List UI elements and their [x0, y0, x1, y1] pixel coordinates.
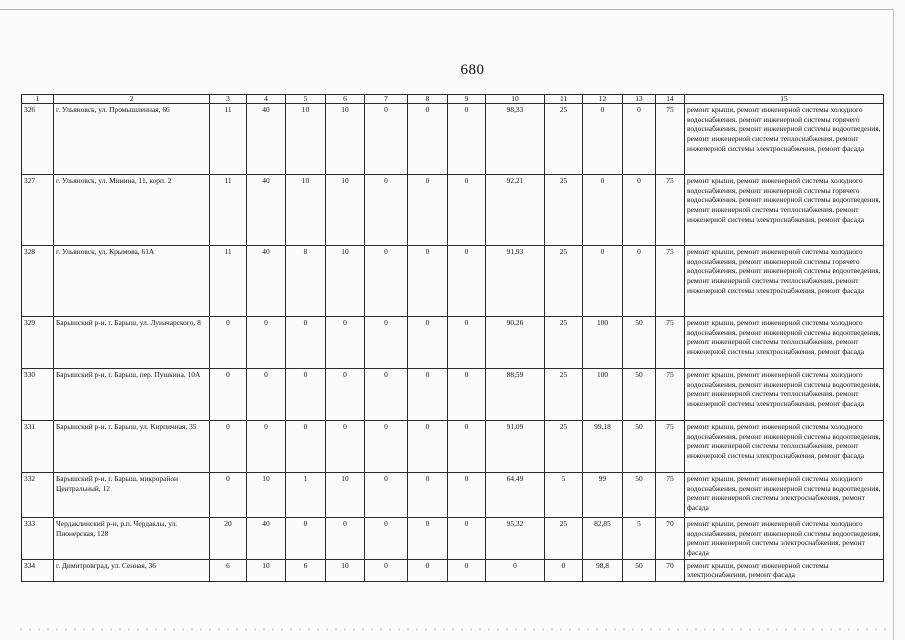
value-cell-col-9: 0	[448, 317, 486, 369]
value-cell-col-6: 10	[326, 559, 365, 581]
value-cell-col-11: 25	[545, 421, 583, 473]
value-cell-col-13: 0	[623, 246, 656, 317]
value-cell-col-3: 11	[210, 175, 247, 246]
column-header-5: 5	[286, 95, 326, 104]
value-cell-col-7: 0	[365, 421, 408, 473]
column-header-11: 11	[545, 95, 583, 104]
value-cell-col-3: 6	[210, 559, 247, 581]
address-cell: г. Ульяновск, ул. Крымова, 61А	[54, 246, 210, 317]
value-cell-col-5: 0	[286, 421, 326, 473]
work-types-cell: ремонт крыши, ремонт инженерной системы холодного водоснабжения, ремонт инженерной системы водоотведения, ремонт инженерной системы электроснабжения, ремонт фасада	[685, 518, 884, 560]
value-cell-col-6: 0	[326, 518, 365, 560]
address-cell: Чердаклинский р-н, р.п. Чердаклы, ул. Пионерская, 128	[54, 518, 210, 560]
value-cell-col-9: 0	[448, 369, 486, 421]
repair-schedule-table	[21, 94, 884, 582]
value-cell-col-12: 100	[583, 369, 623, 421]
value-cell-col-12: 82,85	[583, 518, 623, 560]
value-cell-col-4: 0	[247, 317, 286, 369]
value-cell-col-9: 0	[448, 175, 486, 246]
address-cell: г. Димитровград, ул. Сенная, 36	[54, 559, 210, 581]
address-cell: Барышский р-н, г. Барыш, микрорайон Центральный, 12	[54, 473, 210, 518]
value-cell-col-8: 0	[408, 317, 448, 369]
column-header-7: 7	[365, 95, 408, 104]
row-number-cell: 332	[22, 473, 54, 518]
value-cell-col-4: 40	[247, 246, 286, 317]
value-cell-col-14: 75	[656, 246, 685, 317]
address-cell: г. Ульяновск, ул. Промышленная, 66	[54, 104, 210, 175]
row-number-cell: 329	[22, 317, 54, 369]
scan-edge-right	[893, 9, 894, 640]
value-cell-col-5: 10	[286, 175, 326, 246]
column-header-1: 1	[22, 95, 54, 104]
value-cell-col-3: 0	[210, 421, 247, 473]
value-cell-col-13: 50	[623, 559, 656, 581]
value-cell-col-11: 25	[545, 104, 583, 175]
column-header-9: 9	[448, 95, 486, 104]
value-cell-col-5: 0	[286, 317, 326, 369]
value-cell-col-5: 0	[286, 518, 326, 560]
value-cell-col-7: 0	[365, 473, 408, 518]
value-cell-col-14: 75	[656, 421, 685, 473]
value-cell-col-8: 0	[408, 246, 448, 317]
value-cell-col-13: 50	[623, 473, 656, 518]
row-number-cell: 334	[22, 559, 54, 581]
value-cell-col-10: 90,26	[486, 317, 545, 369]
value-cell-col-3: 11	[210, 104, 247, 175]
address-cell: Барышский р-н, г. Барыш, ул. Луначарского, 8	[54, 317, 210, 369]
value-cell-col-10: 95,32	[486, 518, 545, 560]
value-cell-col-4: 10	[247, 559, 286, 581]
value-cell-col-8: 0	[408, 104, 448, 175]
value-cell-col-12: 0	[583, 246, 623, 317]
value-cell-col-6: 0	[326, 369, 365, 421]
column-header-15: 15	[685, 95, 884, 104]
scan-edge-top	[0, 9, 893, 10]
value-cell-col-5: 8	[286, 246, 326, 317]
value-cell-col-4: 40	[247, 104, 286, 175]
value-cell-col-4: 40	[247, 175, 286, 246]
work-types-cell: ремонт крыши, ремонт инженерной системы электроснабжения, ремонт фасада	[685, 559, 884, 581]
table-row	[22, 518, 884, 560]
value-cell-col-3: 0	[210, 369, 247, 421]
value-cell-col-14: 70	[656, 559, 685, 581]
value-cell-col-7: 0	[365, 369, 408, 421]
value-cell-col-8: 0	[408, 175, 448, 246]
row-number-cell: 331	[22, 421, 54, 473]
value-cell-col-14: 70	[656, 518, 685, 560]
value-cell-col-14: 75	[656, 175, 685, 246]
value-cell-col-4: 10	[247, 473, 286, 518]
value-cell-col-9: 0	[448, 421, 486, 473]
value-cell-col-9: 0	[448, 559, 486, 581]
column-header-12: 12	[583, 95, 623, 104]
value-cell-col-5: 10	[286, 104, 326, 175]
value-cell-col-13: 5	[623, 518, 656, 560]
value-cell-col-10: 64,49	[486, 473, 545, 518]
page-number: 680	[460, 62, 485, 78]
value-cell-col-11: 5	[545, 473, 583, 518]
table-row	[22, 317, 884, 369]
value-cell-col-11: 25	[545, 175, 583, 246]
value-cell-col-6: 10	[326, 246, 365, 317]
value-cell-col-6: 0	[326, 421, 365, 473]
value-cell-col-11: 25	[545, 317, 583, 369]
value-cell-col-9: 0	[448, 246, 486, 317]
column-header-14: 14	[656, 95, 685, 104]
value-cell-col-12: 100	[583, 317, 623, 369]
table-row	[22, 473, 884, 518]
table-row	[22, 246, 884, 317]
value-cell-col-5: 0	[286, 369, 326, 421]
column-header-10: 10	[486, 95, 545, 104]
value-cell-col-4: 0	[247, 369, 286, 421]
work-types-cell: ремонт крыши, ремонт инженерной системы холодного водоснабжения, ремонт инженерной системы водоотведения, ремонт инженерной системы электроснабжения, ремонт фасада	[685, 473, 884, 518]
value-cell-col-12: 0	[583, 175, 623, 246]
work-types-cell: ремонт крыши, ремонт инженерной системы холодного водоснабжения, ремонт инженерной системы водоотведения, ремонт инженерной системы теплоснабжения, ремонт инженерной системы электроснабжения, ремонт фасада	[685, 369, 884, 421]
value-cell-col-6: 10	[326, 104, 365, 175]
value-cell-col-10: 98,33	[486, 104, 545, 175]
column-header-13: 13	[623, 95, 656, 104]
value-cell-col-11: 25	[545, 369, 583, 421]
table-row	[22, 104, 884, 175]
value-cell-col-8: 0	[408, 518, 448, 560]
value-cell-col-13: 0	[623, 175, 656, 246]
column-header-3: 3	[210, 95, 247, 104]
table-row	[22, 421, 884, 473]
row-number-cell: 330	[22, 369, 54, 421]
table-row	[22, 369, 884, 421]
column-header-4: 4	[247, 95, 286, 104]
table-row	[22, 175, 884, 246]
value-cell-col-13: 50	[623, 317, 656, 369]
value-cell-col-7: 0	[365, 246, 408, 317]
row-number-cell: 327	[22, 175, 54, 246]
value-cell-col-3: 0	[210, 317, 247, 369]
value-cell-col-13: 50	[623, 369, 656, 421]
value-cell-col-10: 92,21	[486, 175, 545, 246]
value-cell-col-3: 20	[210, 518, 247, 560]
value-cell-col-7: 0	[365, 104, 408, 175]
work-types-cell: ремонт крыши, ремонт инженерной системы холодного водоснабжения, ремонт инженерной системы горячего водоснабжения, ремонт инженерной системы водоотведения, ремонт инженерной системы теплоснабжения, ремонт инженерной системы электроснабжения, ремонт фасада	[685, 104, 884, 175]
value-cell-col-11: 25	[545, 246, 583, 317]
value-cell-col-11: 25	[545, 518, 583, 560]
scan-noise-bottom	[20, 628, 890, 631]
value-cell-col-9: 0	[448, 104, 486, 175]
value-cell-col-8: 0	[408, 369, 448, 421]
value-cell-col-14: 75	[656, 473, 685, 518]
value-cell-col-11: 0	[545, 559, 583, 581]
value-cell-col-8: 0	[408, 559, 448, 581]
work-types-cell: ремонт крыши, ремонт инженерной системы холодного водоснабжения, ремонт инженерной системы водоотведения, ремонт инженерной системы теплоснабжения, ремонт инженерной системы электроснабжения, ремонт фасада	[685, 317, 884, 369]
value-cell-col-7: 0	[365, 518, 408, 560]
value-cell-col-10: 88,59	[486, 369, 545, 421]
value-cell-col-6: 10	[326, 473, 365, 518]
value-cell-col-13: 50	[623, 421, 656, 473]
value-cell-col-3: 0	[210, 473, 247, 518]
value-cell-col-14: 75	[656, 369, 685, 421]
column-header-2: 2	[54, 95, 210, 104]
row-number-cell: 326	[22, 104, 54, 175]
value-cell-col-4: 0	[247, 421, 286, 473]
value-cell-col-12: 99	[583, 473, 623, 518]
value-cell-col-9: 0	[448, 518, 486, 560]
value-cell-col-12: 99,18	[583, 421, 623, 473]
column-header-8: 8	[408, 95, 448, 104]
address-cell: Барышский р-н, г. Барыш, ул. Кирпичная, 35	[54, 421, 210, 473]
value-cell-col-6: 0	[326, 317, 365, 369]
value-cell-col-8: 0	[408, 473, 448, 518]
work-types-cell: ремонт крыши, ремонт инженерной системы холодного водоснабжения, ремонт инженерной системы горячего водоснабжения, ремонт инженерной системы водоотведения, ремонт инженерной системы теплоснабжения, ремонт инженерной системы электроснабжения, ремонт фасада	[685, 175, 884, 246]
value-cell-col-10: 0	[486, 559, 545, 581]
value-cell-col-12: 0	[583, 104, 623, 175]
value-cell-col-13: 0	[623, 104, 656, 175]
header-row	[22, 95, 884, 104]
value-cell-col-5: 6	[286, 559, 326, 581]
column-header-6: 6	[326, 95, 365, 104]
address-cell: г. Ульяновск, ул. Минина, 11, корп. 2	[54, 175, 210, 246]
work-types-cell: ремонт крыши, ремонт инженерной системы холодного водоснабжения, ремонт инженерной системы водоотведения, ремонт инженерной системы теплоснабжения, ремонт инженерной системы электроснабжения, ремонт фасада	[685, 421, 884, 473]
value-cell-col-12: 98,8	[583, 559, 623, 581]
value-cell-col-14: 75	[656, 104, 685, 175]
value-cell-col-4: 40	[247, 518, 286, 560]
value-cell-col-10: 91,93	[486, 246, 545, 317]
value-cell-col-7: 0	[365, 317, 408, 369]
value-cell-col-14: 75	[656, 317, 685, 369]
address-cell: Барышский р-н, г. Барыш, пер. Пушкина, 10А	[54, 369, 210, 421]
value-cell-col-8: 0	[408, 421, 448, 473]
table-row	[22, 559, 884, 581]
value-cell-col-7: 0	[365, 559, 408, 581]
value-cell-col-9: 0	[448, 473, 486, 518]
row-number-cell: 333	[22, 518, 54, 560]
value-cell-col-3: 11	[210, 246, 247, 317]
row-number-cell: 328	[22, 246, 54, 317]
value-cell-col-7: 0	[365, 175, 408, 246]
value-cell-col-6: 10	[326, 175, 365, 246]
table-body	[22, 104, 884, 582]
value-cell-col-10: 91,09	[486, 421, 545, 473]
value-cell-col-5: 1	[286, 473, 326, 518]
work-types-cell: ремонт крыши, ремонт инженерной системы холодного водоснабжения, ремонт инженерной системы горячего водоснабжения, ремонт инженерной системы водоотведения, ремонт инженерной системы теплоснабжения, ремонт инженерной системы электроснабжения, ремонт фасада	[685, 246, 884, 317]
